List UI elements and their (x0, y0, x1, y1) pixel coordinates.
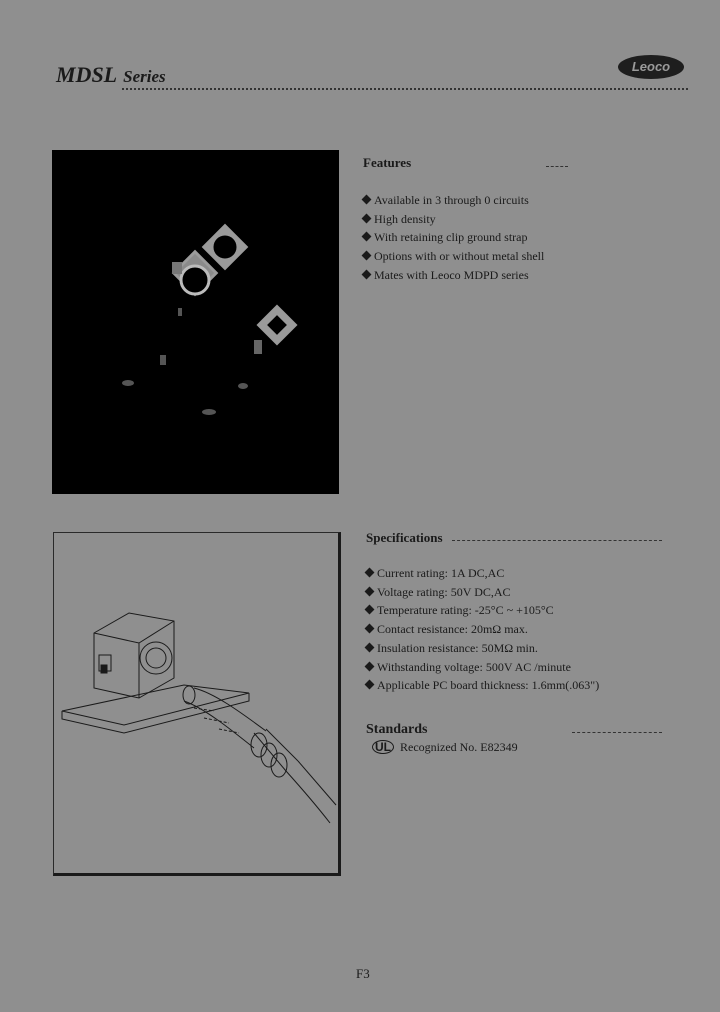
diamond-bullet-icon (362, 232, 372, 242)
recognition-number: Recognized No. E82349 (400, 740, 518, 754)
spec-item: Temperature rating: -25°C ~ +105°C (366, 601, 599, 620)
spec-item: Applicable PC board thickness: 1.6mm(.063") (366, 676, 599, 695)
feature-item: High density (363, 210, 544, 229)
connector-photo-graphic (52, 150, 339, 494)
diamond-bullet-icon (365, 624, 375, 634)
spec-item: Withstanding voltage: 500V AC /minute (366, 658, 599, 677)
connector-drawing (53, 532, 341, 876)
standards-rule (572, 732, 662, 733)
features-rule (546, 166, 568, 167)
features-list (363, 191, 544, 285)
diamond-bullet-icon (362, 251, 372, 261)
spec-item: Current rating: 1A DC,AC (366, 564, 599, 583)
spec-item: Voltage rating: 50V DC,AC (366, 583, 599, 602)
diamond-bullet-icon (365, 642, 375, 652)
specifications-list (366, 564, 599, 695)
ul-mark-icon: UL (372, 740, 394, 754)
connector-line-drawing (54, 533, 338, 873)
diamond-bullet-icon (362, 213, 372, 223)
feature-item: Mates with Leoco MDPD series (363, 266, 544, 285)
series-name: MDSL (56, 62, 118, 87)
leoco-logo: Leoco (618, 55, 684, 79)
diamond-bullet-icon (362, 195, 372, 205)
product-photo (52, 150, 339, 494)
specifications-rule (452, 540, 662, 541)
feature-item: Options with or without metal shell (363, 247, 544, 266)
series-title (56, 62, 166, 88)
feature-item: Available in 3 through 0 circuits (363, 191, 544, 210)
header-rule (122, 88, 688, 90)
specifications-heading: Specifications (366, 530, 443, 545)
page-number: F3 (356, 966, 370, 981)
diamond-bullet-icon (365, 568, 375, 578)
standards-heading: Standards (366, 722, 428, 737)
spec-item: Contact resistance: 20mΩ max. (366, 620, 599, 639)
series-suffix: Series (123, 67, 166, 86)
ul-recognition (372, 740, 518, 755)
feature-item: With retaining clip ground strap (363, 228, 544, 247)
diamond-bullet-icon (365, 586, 375, 596)
diamond-bullet-icon (365, 605, 375, 615)
features-heading: Features (363, 155, 412, 170)
diamond-bullet-icon (362, 269, 372, 279)
diamond-bullet-icon (365, 661, 375, 671)
spec-item: Insulation resistance: 50MΩ min. (366, 639, 599, 658)
diamond-bullet-icon (365, 680, 375, 690)
